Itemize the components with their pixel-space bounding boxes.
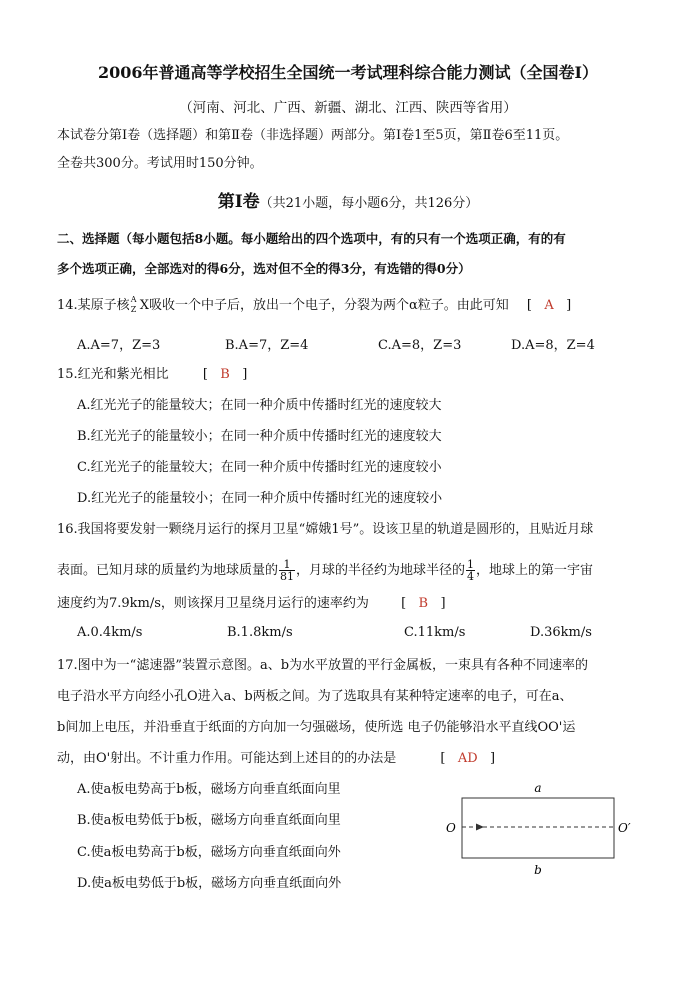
- q15-answer: B: [220, 367, 230, 382]
- q15-option-c: C.红光光子的能量较大；在同一种介质中传播时红光的速度较小: [77, 460, 442, 475]
- q14-answer: A: [544, 298, 554, 313]
- q15-answer-bracket: [ B ]: [202, 367, 248, 382]
- q14-nuclide-symbol: X: [139, 298, 149, 313]
- exam-title: 2006年普通高等学校招生全国统一考试理科综合能力测试（全国卷Ⅰ）: [97, 63, 599, 82]
- q17-option-a: A.使a板电势高于b板，磁场方向垂直纸面向里: [77, 782, 341, 797]
- question-14-stem: [57, 294, 572, 315]
- intro-line-2: 全卷共300分。考试用时150分钟。: [57, 156, 263, 171]
- q14-charge-number: Z: [130, 304, 137, 314]
- section-instructions-line-1: 二、选择题（每小题包括8小题。每小题给出的四个选项中，有的只有一个选项正确，有的有: [57, 231, 566, 246]
- q15-text: 15.红光和紫光相比: [57, 367, 169, 382]
- q16-option-b: B.1.8km/s: [227, 625, 293, 640]
- intro-line-1: 本试卷分第Ⅰ卷（选择题）和第Ⅱ卷（非选择题）两部分。第Ⅰ卷1至5页，第Ⅱ卷6至11页。: [57, 128, 569, 143]
- q17-line-4: [57, 750, 495, 768]
- q16-option-a: A.0.4km/s: [77, 625, 143, 640]
- q17-answer-bracket: [ AD ]: [440, 751, 496, 766]
- velocity-filter-diagram: [438, 778, 638, 882]
- q16-frac1-den: 81: [280, 570, 295, 583]
- q14-prefix: 14.某原子核: [57, 298, 130, 313]
- q15-option-d: D.红光光子的能量较小；在同一种介质中传播时红光的速度较小: [77, 491, 443, 506]
- q16-line-2b: ，月球的半径约为地球半径的: [296, 563, 466, 578]
- q15-option-b: B.红光光子的能量较小；在同一种介质中传播时红光的速度较大: [77, 429, 442, 444]
- volume-note: （共21小题，每小题6分，共126分）: [259, 196, 479, 211]
- q16-line-3-text: 速度约为7.9km/s，则该探月卫星绕月运行的速率约为: [57, 596, 369, 611]
- q16-frac2-num: 1: [467, 558, 475, 571]
- q15-option-a: A.红光光子的能量较大；在同一种介质中传播时红光的速度较大: [77, 398, 442, 413]
- plate-a-label: a: [534, 781, 542, 795]
- q14-text: 吸收一个中子后，放出一个电子，分裂为两个α粒子。由此可知: [148, 298, 509, 313]
- q14-answer-bracket: [ A ]: [526, 298, 572, 313]
- q17-line-4-text: 动，由O'射出。不计重力作用。可能达到上述目的的办法是: [57, 751, 397, 766]
- q17-line-3: b间加上电压，并沿垂直于纸面的方向加一匀强磁场，使所选 电子仍能够沿水平直线OO'运: [57, 720, 576, 735]
- q17-option-d: D.使a板电势低于b板，磁场方向垂直纸面向外: [77, 876, 342, 891]
- q14-mass-number: A: [130, 294, 137, 304]
- q14-option-a: A.A=7，Z=3: [77, 338, 161, 353]
- entry-hole-label: O: [446, 821, 456, 835]
- q16-option-c: C.11km/s: [404, 625, 466, 640]
- q16-line-1: 16.我国将要发射一颗绕月运行的探月卫星“嫦娥1号”。设该卫星的轨道是圆形的，且贴近月球: [57, 522, 594, 537]
- q16-frac2-den: 4: [467, 570, 475, 583]
- q14-nuclide: [130, 294, 140, 314]
- exit-hole-label: O′: [618, 821, 631, 835]
- exam-subtitle: （河南、河北、广西、新疆、湖北、江西、陕西等省用）: [179, 100, 517, 116]
- q16-answer-bracket: [ B ]: [401, 596, 446, 611]
- electron-direction-arrow: [476, 824, 484, 831]
- section-instructions-line-2: 多个选项正确，全部选对的得6分，选对但不全的得3分，有选错的得0分）: [57, 261, 471, 276]
- volume-name: 第Ⅰ卷: [217, 192, 260, 212]
- q16-line-2: [57, 559, 593, 582]
- q16-fraction-mass: [279, 559, 295, 582]
- q16-line-2c: ，地球上的第一宇宙: [476, 563, 594, 578]
- q16-line-3: [57, 595, 446, 613]
- q17-line-2: 电子沿水平方向经小孔O进入a、b两板之间。为了选取具有某种特定速率的电子，可在a、: [57, 689, 573, 704]
- q14-option-c: C.A=8，Z=3: [378, 338, 462, 353]
- q17-answer: AD: [457, 751, 478, 766]
- q16-answer: B: [418, 596, 429, 611]
- q17-option-c: C.使a板电势高于b板，磁场方向垂直纸面向外: [77, 845, 341, 860]
- q14-option-b: B.A=7，Z=4: [225, 338, 309, 353]
- plate-b-label: b: [534, 863, 542, 877]
- volume-heading: [0, 193, 696, 213]
- q17-line-1: 17.图中为一“滤速器”装置示意图。a、b为水平放置的平行金属板，一束具有各种不同速率的: [57, 658, 589, 673]
- q17-option-b: B.使a板电势低于b板，磁场方向垂直纸面向里: [77, 813, 341, 828]
- question-15-stem: [57, 366, 247, 384]
- q16-line-2a: 表面。已知月球的质量约为地球质量的: [57, 563, 279, 578]
- q16-fraction-radius: [466, 559, 475, 582]
- q14-option-d: D.A=8，Z=4: [511, 338, 595, 353]
- q16-frac1-num: 1: [279, 559, 295, 571]
- q16-option-d: D.36km/s: [530, 625, 592, 640]
- metal-plates-outline: [462, 798, 614, 858]
